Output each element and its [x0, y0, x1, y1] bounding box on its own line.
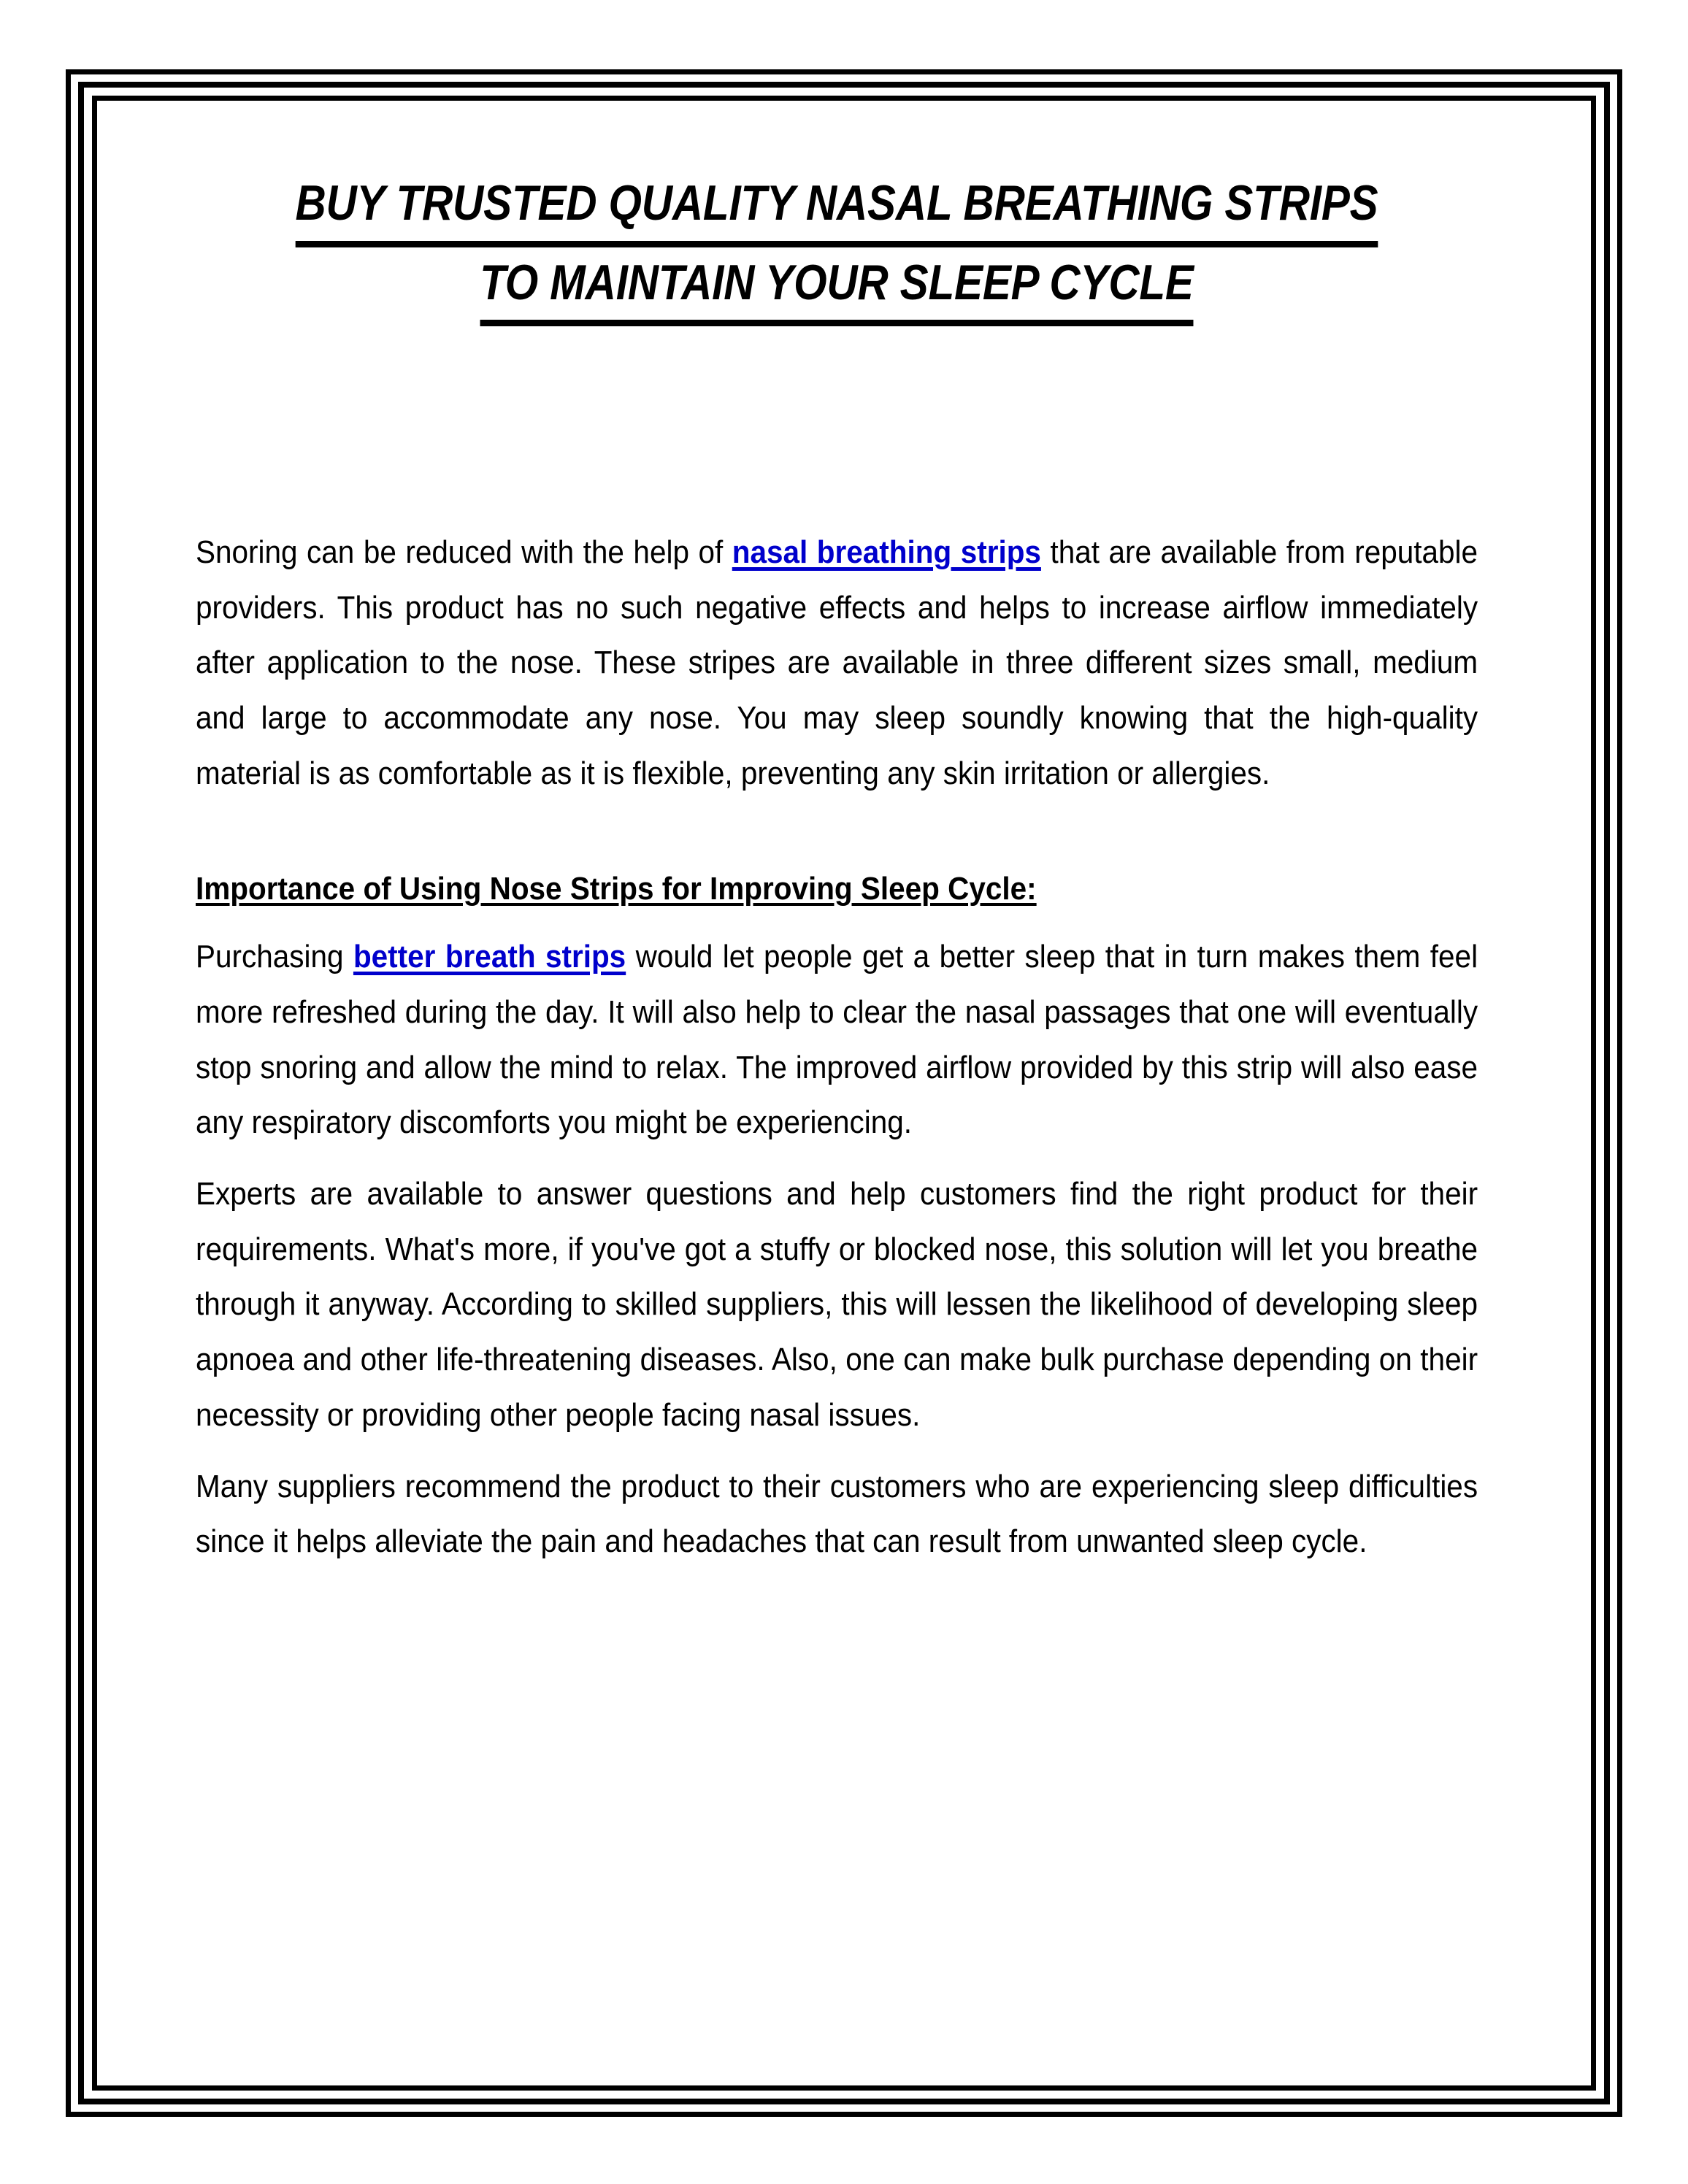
page-title-line-1	[285, 168, 1388, 247]
document-body	[196, 525, 1478, 1569]
page-title	[285, 168, 1388, 326]
page-title-line-2-text: TO MAINTAIN YOUR SLEEP CYCLE	[480, 247, 1194, 327]
document-content	[196, 168, 1478, 1585]
paragraph-importance-before-link: Purchasing	[196, 939, 353, 975]
paragraph-suppliers: Many suppliers recommend the product to their customers who are experiencing sleep difficulties since it helps alleviate the pain and headaches that can result from unwanted sleep cycle.	[196, 1468, 1478, 1560]
link-better-breath-strips[interactable]: better breath strips	[353, 939, 626, 975]
page-title-line-1-text: BUY TRUSTED QUALITY NASAL BREATHING STRIPS	[295, 168, 1378, 247]
link-nasal-breathing-strips[interactable]: nasal breathing strips	[732, 534, 1041, 571]
paragraph-importance	[196, 929, 1478, 1150]
paragraph-intro	[196, 525, 1478, 801]
page-title-line-2	[285, 247, 1388, 327]
paragraph-intro-after-link: that are available from reputable providers. This product has no such negative effects and helps to increase airflow immediately after application to the nose. These stripes are available in three different sizes small, medium and large to accommodate any nose. You may sleep soundly knowing that the high-quality material is as comfortable as it is flexible, preventing any skin irritation or allergies.	[196, 534, 1478, 791]
section-heading-importance: Importance of Using Nose Strips for Improving Sleep Cycle:	[196, 871, 1037, 907]
paragraph-importance-after-link: would let people get a better sleep that in turn makes them feel more refreshed during the day. It will also help to clear the nasal passages that one will eventually stop snoring and allow the mind to relax. The improved airflow provided by this strip will also ease any respiratory discomforts you might be experiencing.	[196, 939, 1478, 1141]
paragraph-experts: Experts are available to answer questions and help customers find the right product for their requirements. What's more, if you've got a stuffy or blocked nose, this solution will let you breathe through it anyway. According to skilled suppliers, this will lessen the likelihood of developing sleep apnoea and other life-threatening diseases. Also, one can make bulk purchase depending on their necessity or providing other people facing nasal issues.	[196, 1176, 1478, 1433]
paragraph-intro-before-link: Snoring can be reduced with the help of	[196, 534, 732, 571]
